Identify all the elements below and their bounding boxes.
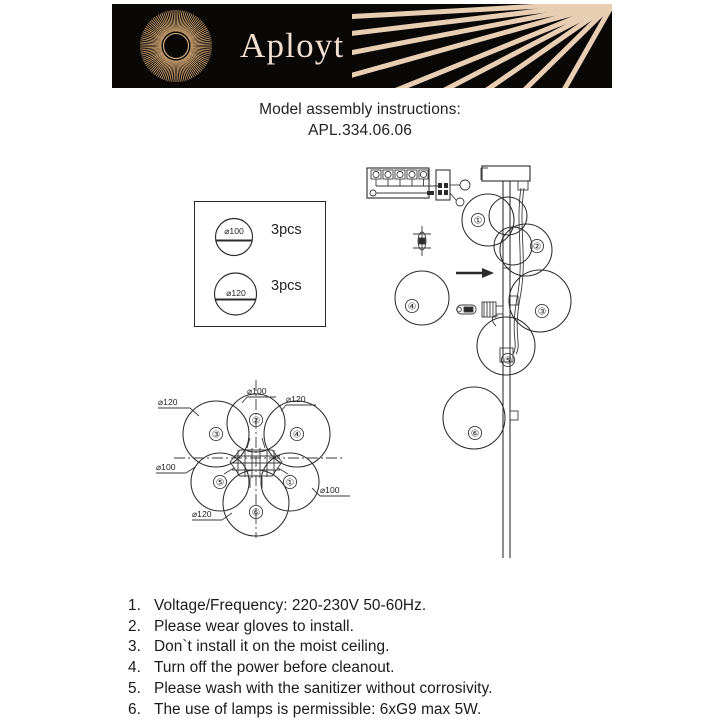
note-text: The use of lamps is permissible: 6xG9 max 5W. [154,700,482,718]
assembly-elevation-icon [400,158,590,568]
globe-number: ① [473,215,483,227]
note-number: 4. [128,659,141,677]
note-text: Please wash with the sanitizer without corrosivity. [154,679,493,697]
note-item [128,617,628,638]
diameter-label-upper-left: ⌀120 [158,397,178,407]
note-number: 5. [128,679,141,697]
note-text: Turn off the power before cleanout. [154,659,395,677]
globe-number: ⑤ [215,477,225,489]
diameter-label-upper-right: ⌀120 [286,394,306,404]
globe-number: ⑥ [470,428,480,440]
globe-number: ⑥ [251,507,261,519]
note-number: 1. [128,597,141,614]
title-line-2: APL.334.06.06 [308,122,412,139]
title-line-1: Model assembly instructions: [259,101,461,118]
brand-banner [112,4,612,88]
diameter-label-right: ⌀100 [320,485,340,495]
parts-list-box [194,201,326,327]
note-number: 2. [128,617,141,635]
globe-number: ④ [292,429,302,441]
lamp-socket-icon [457,302,503,317]
sunburst-logo-icon [138,8,214,84]
diameter-label-left: ⌀100 [156,462,176,472]
instruction-notes-list [128,596,628,720]
note-item [128,679,628,700]
note-text: Voltage/Frequency: 220-230V 50-60Hz. [154,597,427,614]
brand-wordmark: Aployt [240,26,345,65]
top-view-plan-icon [150,378,366,540]
globe-number: ① [285,477,295,489]
globe-number: ② [532,241,542,253]
note-item [128,637,628,658]
page-title [0,99,720,141]
note-text: Don`t install it on the moist ceiling. [154,638,390,656]
globe-number: ② [251,415,261,427]
globe-number: ④ [407,301,417,313]
note-item [128,658,628,679]
note-item [128,596,628,617]
ceiling-canopy-icon [482,166,530,190]
parts-quantity: 3pcs [271,278,302,294]
globe-number: ⑤ [503,355,513,367]
diameter-label-top: ⌀100 [247,386,267,396]
note-number: 6. [128,700,141,718]
note-number: 3. [128,638,141,656]
parts-diameter-label: ⌀100 [224,226,244,236]
parts-row [195,210,325,262]
g9-bulb-icon [413,226,431,256]
note-item [128,700,628,720]
parts-diameter-label: ⌀120 [226,288,246,298]
install-arrow-icon [456,268,494,278]
parts-quantity: 3pcs [271,222,302,238]
note-text: Please wear gloves to install. [154,617,354,635]
radiating-rays-icon [352,4,612,88]
diameter-label-bottom: ⌀120 [192,509,212,519]
parts-row [195,266,325,318]
globe-number: ③ [211,429,221,441]
globe-number: ③ [537,306,547,318]
